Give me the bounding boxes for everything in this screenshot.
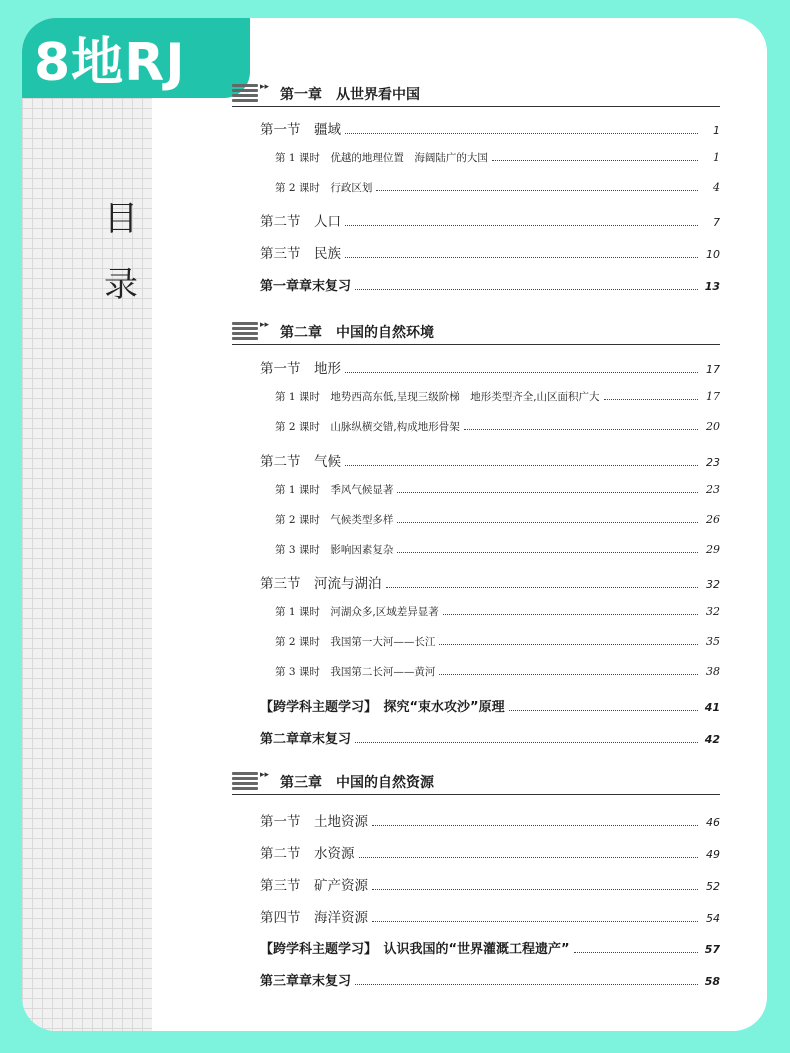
entry-page: 23 — [706, 456, 720, 469]
toc-entry[interactable] — [275, 482, 720, 497]
toc-entry[interactable] — [275, 150, 720, 165]
play-arrow-icon: ▸▸ — [260, 320, 270, 330]
grid-sidebar — [22, 18, 152, 1031]
leader-dots — [355, 742, 698, 743]
chapter-3-header[interactable] — [232, 770, 720, 795]
toc-entry[interactable] — [275, 664, 720, 679]
toc-entry[interactable] — [275, 419, 720, 434]
toc-entry[interactable] — [260, 572, 720, 592]
leader-dots — [443, 614, 698, 615]
entry-label: 第 2 课时 行政区划 — [275, 182, 373, 194]
play-arrow-icon: ▸▸ — [260, 770, 270, 780]
toc-entry[interactable] — [260, 970, 720, 989]
chapter-title: 第一章 从世界看中国 — [280, 87, 420, 103]
leader-dots — [464, 429, 698, 430]
entry-label: 【跨学科主题学习】 探究“束水攻沙”原理 — [260, 700, 505, 715]
book-stack-icon — [232, 84, 258, 104]
leader-dots — [372, 825, 698, 826]
entry-page: 58 — [704, 975, 720, 988]
leader-dots — [355, 984, 698, 985]
entry-page: 57 — [704, 943, 720, 956]
leader-dots — [345, 465, 698, 466]
entry-page: 26 — [706, 513, 720, 526]
entry-label: 第 1 课时 季风气候显著 — [275, 484, 394, 496]
entry-page: 20 — [706, 420, 720, 433]
toc-entry[interactable] — [260, 874, 720, 894]
toc-entry[interactable] — [260, 450, 720, 470]
grade-badge-text: 8地RJ — [34, 33, 186, 93]
leader-dots — [359, 857, 699, 858]
entry-label: 第二章章末复习 — [260, 732, 352, 747]
leader-dots — [397, 552, 698, 553]
entry-label: 【跨学科主题学习】 认识我国的“世界灌溉工程遗产” — [260, 942, 570, 957]
entry-label: 第 3 课时 影响因素复杂 — [275, 544, 394, 556]
entry-label: 第三节 矿产资源 — [260, 878, 368, 894]
toc-entry[interactable] — [260, 357, 720, 377]
chapter-1-header[interactable] — [232, 82, 720, 107]
leader-dots — [386, 587, 699, 588]
entry-page: 4 — [713, 181, 720, 194]
entry-label: 第 1 课时 地势西高东低,呈现三级阶梯 地形类型齐全,山区面积广大 — [275, 391, 600, 403]
entry-label: 第一节 地形 — [260, 361, 341, 377]
entry-page: 52 — [706, 880, 720, 893]
entry-page: 29 — [706, 543, 720, 556]
entry-page: 35 — [706, 635, 720, 648]
entry-label: 第三节 河流与湖泊 — [260, 576, 382, 592]
leader-dots — [345, 257, 698, 258]
entry-label: 第一章章末复习 — [260, 279, 352, 294]
leader-dots — [376, 190, 698, 191]
book-stack-icon — [232, 322, 258, 342]
toc-entry[interactable] — [260, 906, 720, 926]
toc-entry[interactable] — [275, 512, 720, 527]
toc-entry[interactable] — [260, 242, 720, 262]
toc-entry[interactable] — [260, 275, 720, 294]
leader-dots — [345, 225, 698, 226]
entry-page: 41 — [704, 701, 720, 714]
toc-entry[interactable] — [260, 696, 720, 715]
toc-entry[interactable] — [260, 810, 720, 830]
toc-entry[interactable] — [260, 842, 720, 862]
entry-label: 第 3 课时 我国第二长河——黄河 — [275, 666, 436, 678]
leader-dots — [345, 372, 698, 373]
play-arrow-icon: ▸▸ — [260, 82, 270, 92]
entry-page: 32 — [706, 605, 720, 618]
leader-dots — [509, 710, 698, 711]
leader-dots — [439, 674, 698, 675]
entry-label: 第二节 水资源 — [260, 846, 355, 862]
entry-label: 第二节 人口 — [260, 214, 341, 230]
entry-page: 49 — [706, 848, 720, 861]
chapter-title: 第三章 中国的自然资源 — [280, 775, 434, 791]
entry-label: 第 2 课时 气候类型多样 — [275, 514, 394, 526]
entry-page: 46 — [706, 816, 720, 829]
leader-dots — [492, 160, 698, 161]
entry-page: 32 — [706, 578, 720, 591]
chapter-2-header[interactable] — [232, 320, 720, 345]
toc-entry[interactable] — [275, 542, 720, 557]
toc-entry[interactable] — [260, 728, 720, 747]
toc-entry[interactable] — [275, 604, 720, 619]
entry-label: 第 1 课时 优越的地理位置 海阔陆广的大国 — [275, 152, 488, 164]
entry-label: 第二节 气候 — [260, 454, 341, 470]
mulu-title — [104, 186, 144, 318]
entry-page: 1 — [713, 151, 720, 164]
entry-label: 第 2 课时 我国第一大河——长江 — [275, 636, 436, 648]
entry-page: 42 — [704, 733, 720, 746]
entry-label: 第一节 疆域 — [260, 122, 341, 138]
page-card — [22, 18, 767, 1031]
leader-dots — [439, 644, 698, 645]
chapter-title: 第二章 中国的自然环境 — [280, 325, 434, 341]
entry-page: 23 — [706, 483, 720, 496]
leader-dots — [397, 492, 698, 493]
entry-page: 38 — [706, 665, 720, 678]
toc-entry[interactable] — [275, 389, 720, 404]
entry-label: 第四节 海洋资源 — [260, 910, 368, 926]
toc-entry[interactable] — [275, 180, 720, 195]
book-stack-icon — [232, 772, 258, 792]
leader-dots — [574, 952, 698, 953]
entry-label: 第三节 民族 — [260, 246, 341, 262]
leader-dots — [372, 921, 698, 922]
toc-entry[interactable] — [260, 938, 720, 957]
leader-dots — [355, 289, 698, 290]
grade-badge — [22, 18, 250, 98]
entry-page: 1 — [713, 124, 720, 137]
mulu-char-1: 目 — [104, 199, 138, 239]
entry-page: 54 — [706, 912, 720, 925]
entry-label: 第三章章末复习 — [260, 974, 352, 989]
mulu-char-2: 录 — [104, 265, 138, 305]
entry-page: 17 — [706, 390, 720, 403]
entry-page: 13 — [704, 280, 720, 293]
entry-page: 10 — [706, 248, 720, 261]
entry-page: 17 — [706, 363, 720, 376]
leader-dots — [604, 399, 698, 400]
entry-label: 第 1 课时 河湖众多,区域差异显著 — [275, 606, 439, 618]
entry-label: 第一节 土地资源 — [260, 814, 368, 830]
toc-entry[interactable] — [275, 634, 720, 649]
leader-dots — [397, 522, 698, 523]
entry-page: 7 — [713, 216, 720, 229]
leader-dots — [345, 133, 698, 134]
toc-entry[interactable] — [260, 210, 720, 230]
leader-dots — [372, 889, 698, 890]
entry-label: 第 2 课时 山脉纵横交错,构成地形骨架 — [275, 421, 460, 433]
toc-entry[interactable] — [260, 118, 720, 138]
